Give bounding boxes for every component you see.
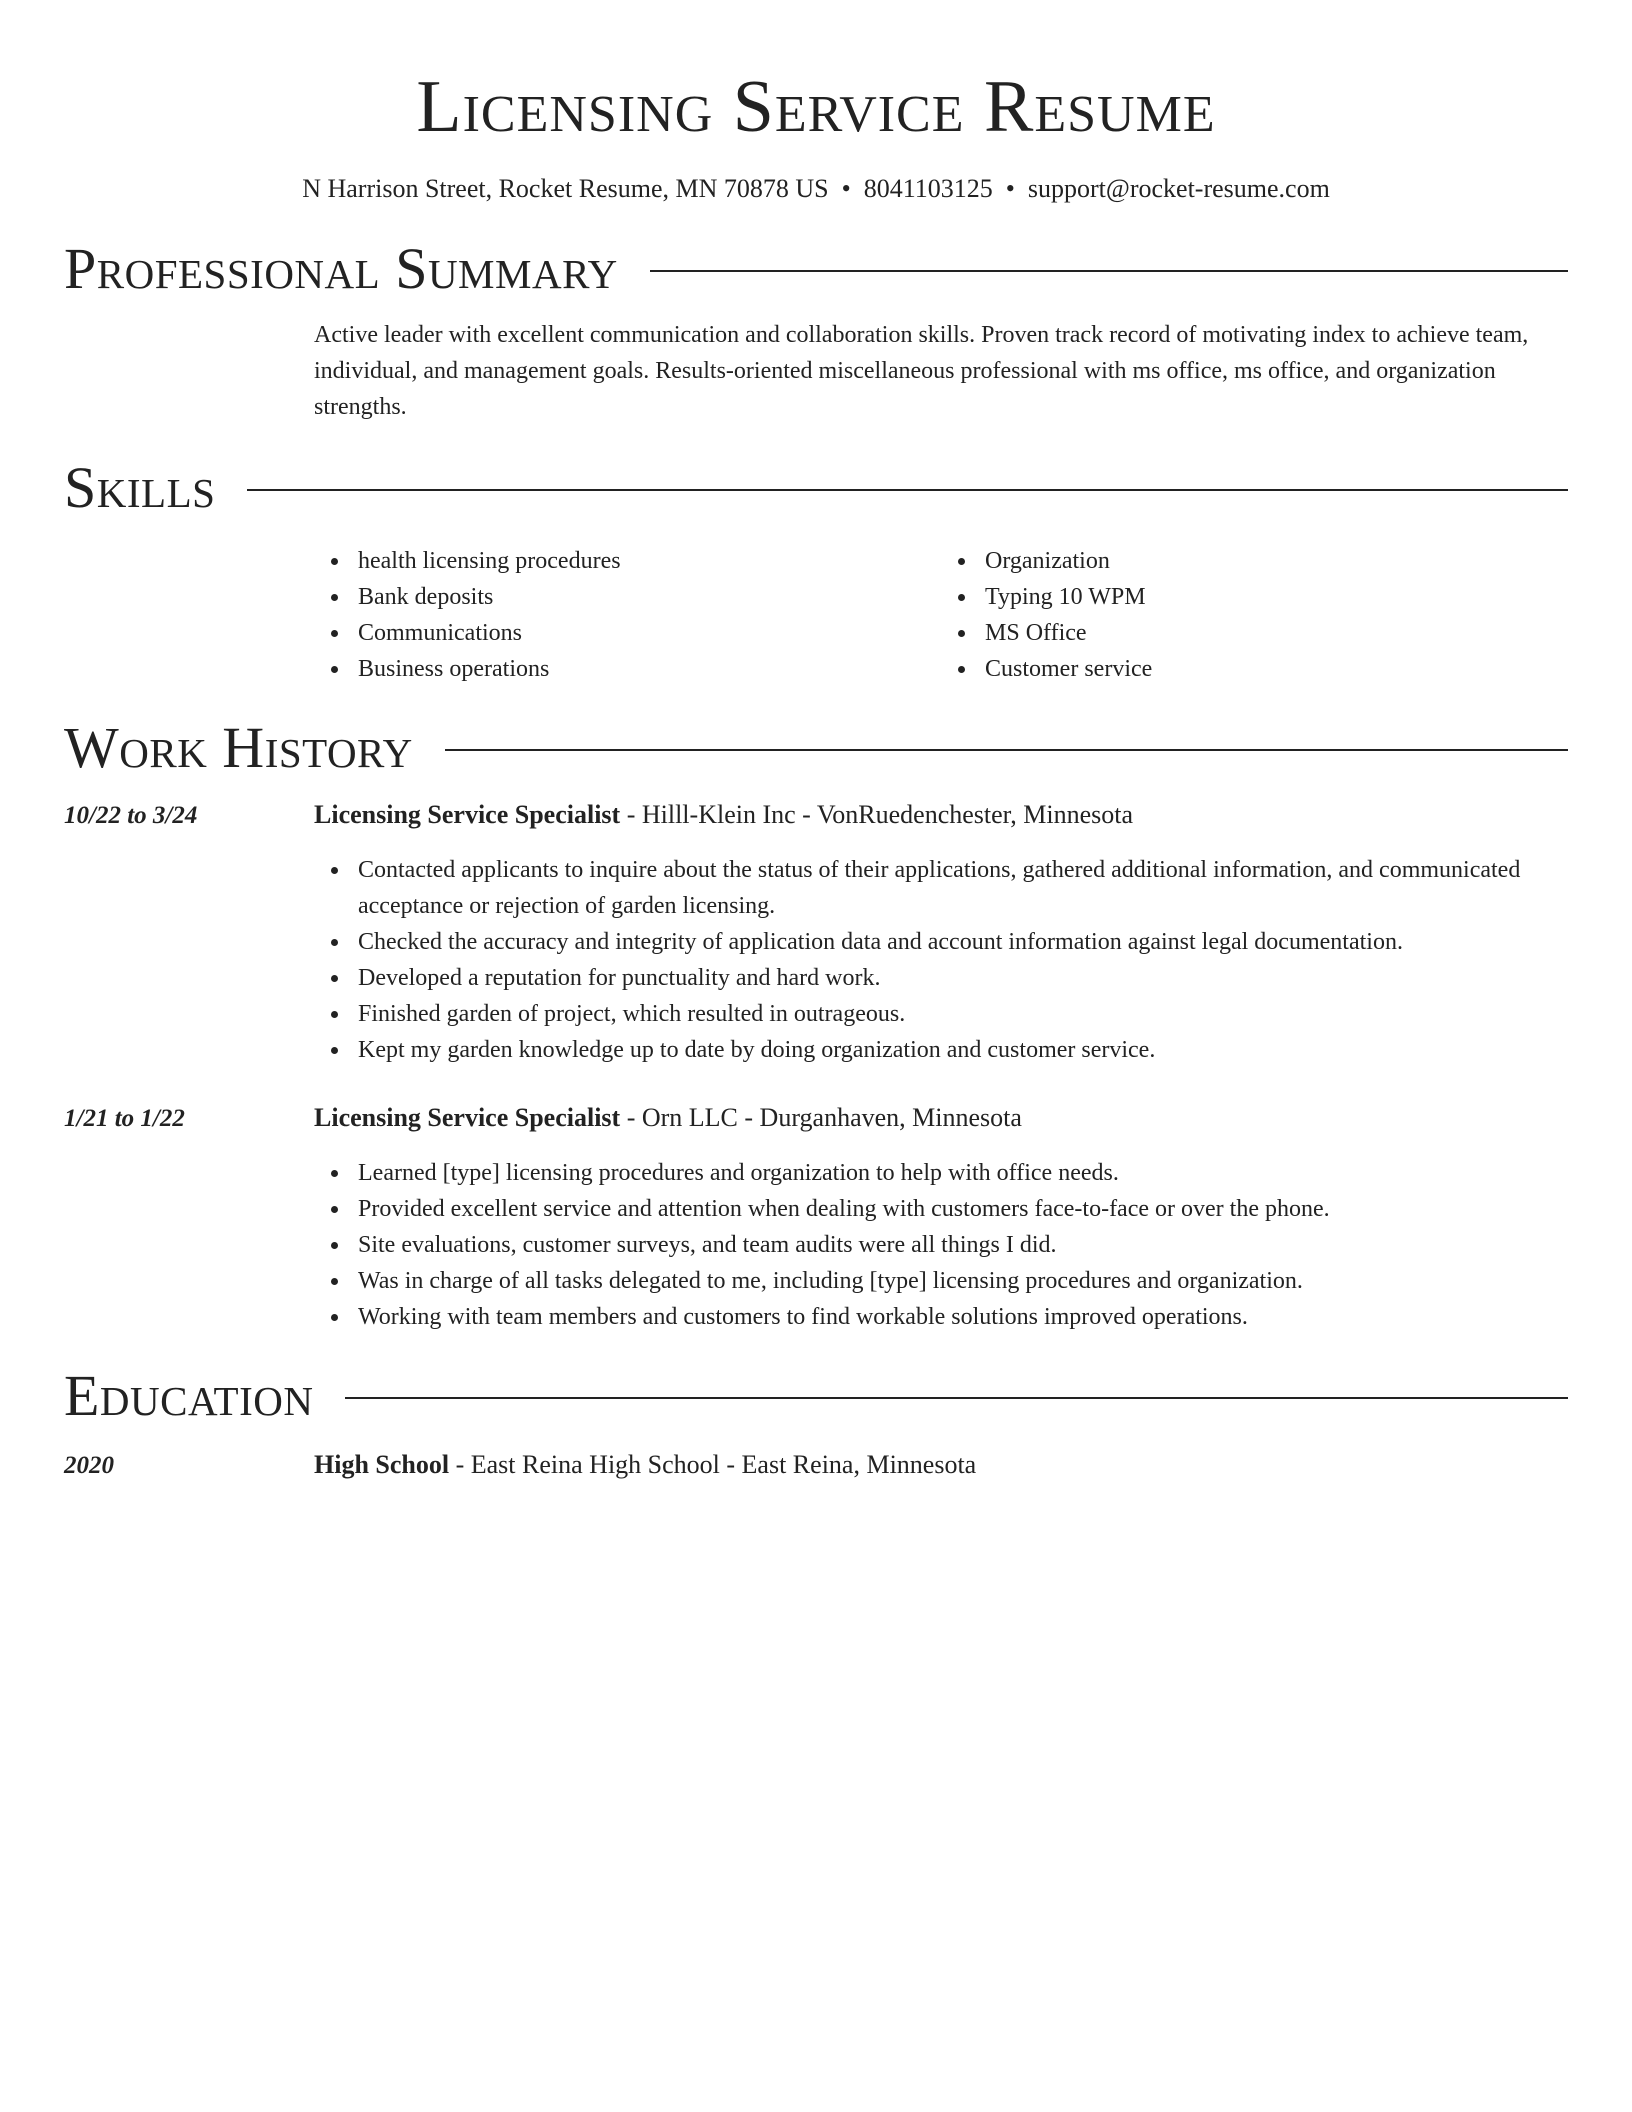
skill-item: Organization bbox=[985, 543, 1568, 579]
contact-separator: • bbox=[841, 174, 851, 203]
skill-item: Typing 10 WPM bbox=[985, 579, 1568, 615]
job-bullet: Provided excellent service and attention when dealing with customers face-to-face or over the phone. bbox=[358, 1191, 1568, 1227]
education-section-header bbox=[64, 1361, 1568, 1431]
job-bullet: Finished garden of project, which resulted in outrageous. bbox=[358, 996, 1568, 1032]
education-heading: Education bbox=[64, 1363, 314, 1428]
skill-item: Communications bbox=[358, 615, 941, 651]
skill-item: Bank deposits bbox=[358, 579, 941, 615]
job-bullets bbox=[314, 1155, 1568, 1335]
job-bullet: Checked the accuracy and integrity of application data and account information against legal documentation. bbox=[358, 924, 1568, 960]
skill-item: MS Office bbox=[985, 615, 1568, 651]
summary-heading: Professional Summary bbox=[64, 236, 618, 301]
section-divider bbox=[650, 270, 1568, 272]
job-dates: 10/22 to 3/24 bbox=[64, 802, 198, 829]
job-header bbox=[64, 797, 1568, 834]
contact-separator: • bbox=[1005, 174, 1015, 203]
job-bullet: Developed a reputation for punctuality and hard work. bbox=[358, 960, 1568, 996]
skills-heading: Skills bbox=[64, 455, 216, 520]
resume-page bbox=[64, 0, 1568, 1484]
contact-line bbox=[64, 172, 1568, 206]
summary-section-header bbox=[64, 234, 1568, 304]
job-details: - Orn LLC - Durganhaven, Minnesota bbox=[620, 1103, 1022, 1132]
job-entry bbox=[64, 797, 1568, 1068]
job-bullet: Working with team members and customers to find workable solutions improved operations. bbox=[358, 1299, 1568, 1335]
job-header bbox=[64, 1100, 1568, 1137]
contact-email: support@rocket-resume.com bbox=[1027, 174, 1330, 203]
skill-item: Business operations bbox=[358, 651, 941, 687]
job-details: - Hilll-Klein Inc - VonRuedenchester, Minnesota bbox=[620, 800, 1134, 829]
skills-list bbox=[314, 543, 1568, 687]
skills-section-header bbox=[64, 453, 1568, 523]
skill-item: Customer service bbox=[985, 651, 1568, 687]
job-entry bbox=[64, 1100, 1568, 1335]
job-dates: 1/21 to 1/22 bbox=[64, 1105, 185, 1132]
job-bullet: Kept my garden knowledge up to date by doing organization and customer service. bbox=[358, 1032, 1568, 1068]
job-bullet: Site evaluations, customer surveys, and team audits were all things I did. bbox=[358, 1227, 1568, 1263]
contact-address: N Harrison Street, Rocket Resume, MN 70878 US bbox=[302, 174, 829, 203]
job-heading bbox=[314, 797, 1133, 833]
section-divider bbox=[247, 489, 1568, 491]
skills-column-right bbox=[941, 543, 1568, 687]
job-title: Licensing Service Specialist bbox=[314, 800, 621, 829]
work-section-header bbox=[64, 713, 1568, 783]
work-heading: Work History bbox=[64, 715, 413, 780]
education-details: - East Reina High School - East Reina, Minnesota bbox=[449, 1450, 977, 1479]
job-title: Licensing Service Specialist bbox=[314, 1103, 621, 1132]
summary-body bbox=[314, 317, 1568, 425]
job-bullet: Learned [type] licensing procedures and organization to help with office needs. bbox=[358, 1155, 1568, 1191]
resume-title: Licensing Service Resume bbox=[416, 66, 1216, 148]
section-divider bbox=[345, 1397, 1568, 1399]
job-bullet: Contacted applicants to inquire about the status of their applications, gathered additional information, and communicated acceptance or rejection of garden licensing. bbox=[358, 852, 1568, 924]
education-heading-line bbox=[314, 1447, 976, 1483]
job-heading bbox=[314, 1100, 1022, 1136]
summary-text: Active leader with excellent communication and collaboration skills. Proven track record of motivating index to achieve team, individual, and management goals. Results-oriented miscellaneous professional with ms office, ms office, and organization strengths. bbox=[314, 322, 1529, 420]
education-year: 2020 bbox=[64, 1452, 114, 1479]
job-bullet: Was in charge of all tasks delegated to me, including [type] licensing procedures and organization. bbox=[358, 1263, 1568, 1299]
skill-item: health licensing procedures bbox=[358, 543, 941, 579]
education-degree: High School bbox=[314, 1450, 450, 1479]
education-entry bbox=[64, 1447, 1568, 1484]
education-row bbox=[64, 1447, 1568, 1484]
contact-phone: 8041103125 bbox=[863, 174, 993, 203]
job-bullets bbox=[314, 852, 1568, 1068]
section-divider bbox=[445, 749, 1568, 751]
skills-column-left bbox=[314, 543, 941, 687]
